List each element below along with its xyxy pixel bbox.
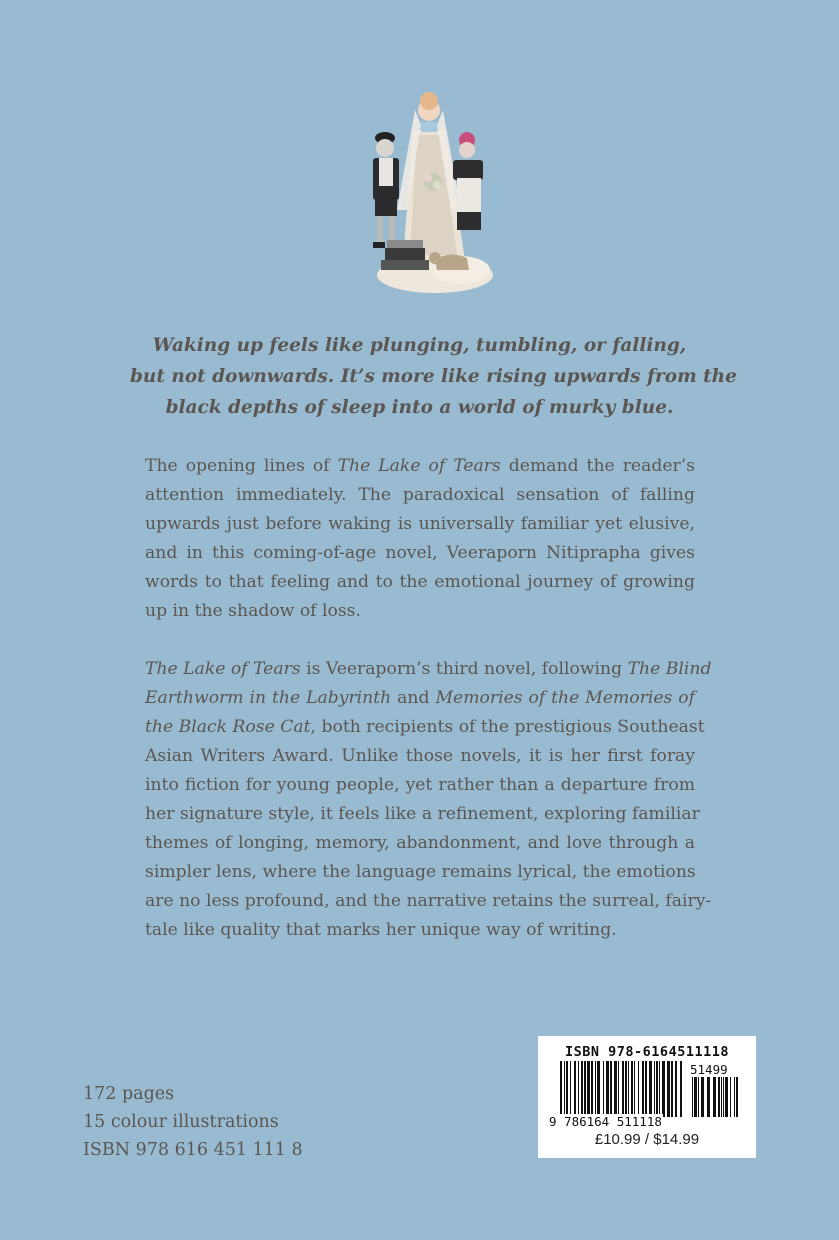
barcode-bar: [631, 1061, 633, 1117]
barcode-bar: [606, 1061, 609, 1117]
barcode-bar: [645, 1061, 647, 1117]
barcode-addon-bar: [718, 1077, 720, 1117]
barcode-bar: [574, 1061, 576, 1117]
barcode-addon-bar: [694, 1077, 697, 1117]
barcode-addon-bar: [721, 1077, 722, 1117]
paragraph-line: tale like quality that marks her unique way of writing.: [145, 920, 617, 940]
barcode-addon-bar: [723, 1077, 724, 1117]
barcode-bar: [566, 1061, 568, 1117]
barcode-bar: [642, 1061, 644, 1117]
paragraph-line: and in this coming-of-age novel, Veeraporn Nitiprapha gives: [145, 543, 695, 563]
barcode-bar: [675, 1061, 677, 1117]
book-title: Memories of the Memories of: [435, 688, 696, 708]
barcode-bar: [628, 1061, 629, 1117]
page-count: 172 pages: [83, 1084, 175, 1104]
barcode-bar: [680, 1061, 682, 1117]
barcode-bar: [578, 1061, 579, 1117]
text-run: and: [391, 688, 436, 708]
barcode-bar: [570, 1061, 571, 1117]
paragraph-line: [145, 684, 695, 713]
book-specs: [83, 1080, 303, 1164]
barcode-bar: [649, 1061, 652, 1117]
text-run: is Veeraporn’s third novel, following: [300, 659, 628, 679]
barcode-addon-bar: [713, 1077, 716, 1117]
description-paragraph-1: [145, 452, 695, 626]
barcode-bar: [671, 1061, 673, 1117]
barcode-bar: [581, 1061, 583, 1117]
paragraph-line: simpler lens, where the language remains lyrical, the emotions: [145, 862, 696, 882]
barcode-digits: 9 786164 511118: [549, 1114, 662, 1129]
description-paragraph-2: [145, 655, 712, 945]
barcode-bar: [656, 1061, 658, 1117]
paragraph-line: her signature style, it feels like a refinement, exploring familiar: [145, 804, 700, 824]
illustration-count: 15 colour illustrations: [83, 1112, 279, 1132]
text-run: The opening lines of: [145, 456, 338, 476]
paragraph-line: into fiction for young people, yet rather than a departure from: [145, 775, 695, 795]
paragraph-line: upwards just before waking is universally familiar yet elusive,: [145, 514, 695, 534]
barcode-bar: [667, 1061, 670, 1117]
barcode-bar: [638, 1061, 639, 1117]
book-title: Earthworm in the Labyrinth: [145, 688, 392, 708]
barcode-addon-bar: [692, 1077, 693, 1117]
paragraph-line: attention immediately. The paradoxical sensation of falling: [145, 485, 695, 505]
barcode-addon-bar: [701, 1077, 704, 1117]
book-title: The Lake of Tears: [145, 659, 301, 679]
barcode-isbn-label: ISBN 978-6164511118: [565, 1044, 729, 1060]
barcode-addon-bar: [698, 1077, 699, 1117]
book-title: the Black Rose Cat: [145, 717, 311, 737]
barcode-addon-bar: [734, 1077, 735, 1117]
paragraph-line: themes of longing, memory, abandonment, and love through a: [145, 833, 695, 853]
barcode-bar: [595, 1061, 596, 1117]
barcode-bar: [587, 1061, 590, 1117]
vintage-collage-illustration: [355, 90, 500, 300]
barcode-bar: [662, 1061, 665, 1117]
paragraph-line: words to that feeling and to the emotional journey of growing: [145, 572, 695, 592]
barcode-bar: [564, 1061, 565, 1117]
quote-line: but not downwards. It’s more like rising upwards from the: [130, 366, 737, 387]
barcode-bar: [610, 1061, 612, 1117]
paragraph-line: [145, 713, 705, 742]
price-label: £10.99 / $14.99: [594, 1131, 700, 1148]
barcode-bar: [654, 1061, 655, 1117]
paragraph-line: [145, 452, 695, 481]
text-run: demand the reader’s: [500, 456, 696, 476]
barcode-bar: [603, 1061, 604, 1117]
barcode-addon-bar: [736, 1077, 738, 1117]
isbn-text: ISBN 978 616 451 111 8: [83, 1140, 303, 1160]
barcode-bar: [622, 1061, 624, 1117]
barcode-addon-bar: [730, 1077, 731, 1117]
barcode-bar: [584, 1061, 586, 1117]
book-title: The Blind: [627, 659, 712, 679]
barcode-bar: [659, 1061, 660, 1117]
barcode-bar: [625, 1061, 627, 1117]
quote-line: black depths of sleep into a world of murky blue.: [165, 397, 674, 418]
barcode-bar: [560, 1061, 562, 1117]
paragraph-line: up in the shadow of loss.: [145, 601, 361, 621]
barcode-panel: [538, 1036, 756, 1158]
book-title: The Lake of Tears: [337, 456, 501, 476]
barcode-addon-bar: [707, 1077, 710, 1117]
epigraph-quote: [130, 330, 737, 423]
barcode-addon-number: 51499: [690, 1062, 728, 1077]
barcode-addon-bar: [725, 1077, 728, 1117]
barcode-bar: [597, 1061, 600, 1117]
paragraph-line: [145, 655, 712, 684]
text-run: , both recipients of the prestigious Southeast: [310, 717, 705, 737]
barcode-bar: [618, 1061, 619, 1117]
barcode-bar: [614, 1061, 617, 1117]
barcode-bar: [591, 1061, 593, 1117]
barcode-bar: [634, 1061, 635, 1117]
paragraph-line: Asian Writers Award. Unlike those novels, it is her first foray: [145, 746, 695, 766]
quote-line: Waking up feels like plunging, tumbling, or falling,: [152, 335, 687, 356]
paragraph-line: are no less profound, and the narrative retains the surreal, fairy-: [145, 891, 712, 911]
